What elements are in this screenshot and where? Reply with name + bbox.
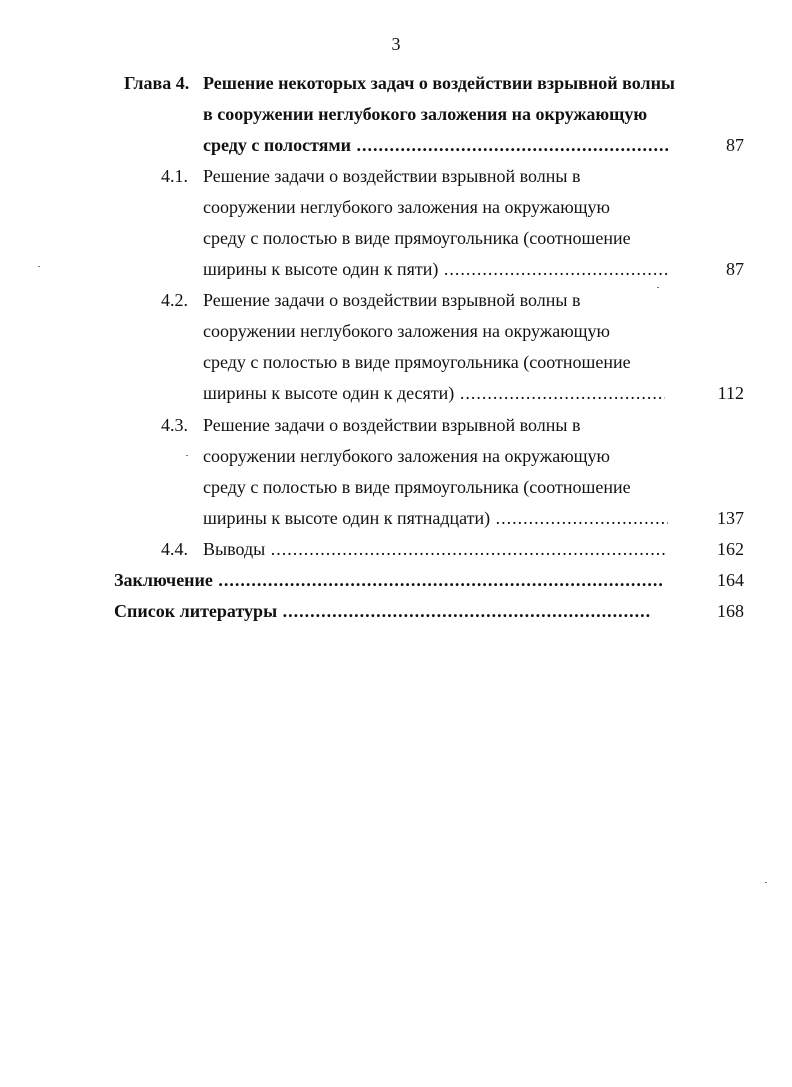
scan-speck — [186, 455, 188, 456]
section-number: 4.3. — [161, 415, 188, 435]
section-title-line-1-text: Выводы — [203, 539, 266, 559]
scan-speck — [657, 287, 659, 288]
leader-dots — [490, 505, 668, 531]
section-title-line-1 — [203, 536, 666, 562]
section-title-line-4-text: ширины к высоте один к пятнадцати) — [203, 508, 491, 528]
section-title-line-1: Решение задачи о воздействии взрывной волны в — [203, 290, 581, 310]
leader-dots — [438, 256, 668, 282]
leader-dots — [213, 567, 662, 593]
conclusion-page-number: 164 — [717, 570, 744, 590]
page-number: 3 — [391, 34, 401, 54]
conclusion-title-text: Заключение — [114, 570, 213, 590]
section-title-line-4 — [203, 505, 668, 531]
chapter-page-number: 87 — [726, 135, 744, 155]
section-number: 4.2. — [161, 290, 188, 310]
chapter-title-line-2: в сооружении неглубокого заложения на окружающую — [203, 104, 648, 124]
table-of-contents — [0, 68, 792, 648]
references-title-text: Список литературы — [114, 601, 278, 621]
references-page-number: 168 — [717, 601, 744, 621]
references-title — [114, 598, 652, 624]
section-title-line-1: Решение задачи о воздействии взрывной волны в — [203, 415, 581, 435]
scan-speck — [38, 266, 40, 267]
section-title-line-4-text: ширины к высоте один к десяти) — [203, 383, 455, 403]
section-title-line-2: сооружении неглубокого заложения на окружающую — [203, 321, 610, 341]
section-title-line-3: среду с полостью в виде прямоугольника (соотношение — [203, 228, 631, 248]
section-number: 4.1. — [161, 166, 188, 186]
section-page-number: 87 — [726, 259, 744, 279]
section-title-line-2: сооружении неглубокого заложения на окружающую — [203, 197, 610, 217]
chapter-label: Глава 4. — [124, 73, 190, 93]
leader-dots — [454, 380, 665, 406]
section-page-number: 137 — [717, 508, 744, 528]
section-title-line-2: сооружении неглубокого заложения на окружающую — [203, 446, 610, 466]
chapter-title-line-1: Решение некоторых задач о воздействии взрывной волны — [203, 73, 675, 93]
section-page-number: 112 — [717, 383, 744, 403]
section-title-line-4 — [203, 256, 668, 282]
section-number: 4.4. — [161, 539, 188, 559]
section-title-line-4 — [203, 380, 665, 406]
leader-dots — [265, 536, 666, 562]
section-title-line-3: среду с полостью в виде прямоугольника (соотношение — [203, 477, 631, 497]
scan-speck — [765, 882, 767, 883]
leader-dots — [277, 598, 652, 624]
leader-dots — [351, 132, 668, 158]
section-title-line-3: среду с полостью в виде прямоугольника (соотношение — [203, 352, 631, 372]
conclusion-title — [114, 567, 662, 593]
chapter-title-line-3-text: среду с полостями — [203, 135, 352, 155]
section-page-number: 162 — [717, 539, 744, 559]
section-title-line-4-text: ширины к высоте один к пяти) — [203, 259, 439, 279]
section-title-line-1: Решение задачи о воздействии взрывной волны в — [203, 166, 581, 186]
chapter-title-line-3 — [203, 132, 668, 158]
